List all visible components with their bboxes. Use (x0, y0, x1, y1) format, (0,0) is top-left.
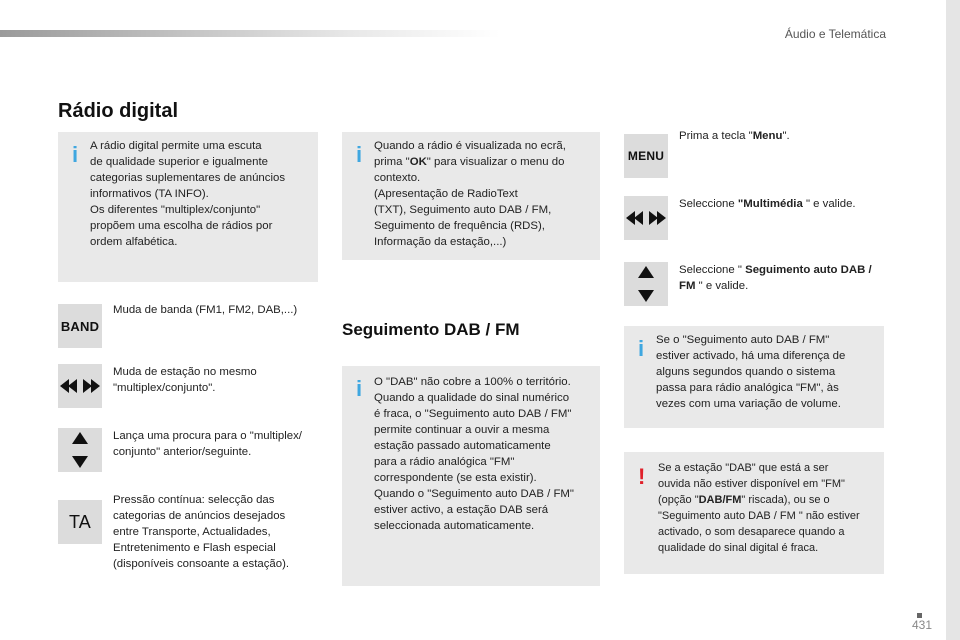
step-seek-text: Muda de estação no mesmo "multiplex/conjunto". (113, 366, 257, 394)
warning-box (624, 452, 884, 574)
up-down-arrows-icon (638, 266, 654, 302)
seek-arrows-button[interactable] (58, 364, 102, 408)
info-menu-text: Quando a rádio é visualizada no ecrã, prima "OK" para visualizar o menu do contexto. (Apresentação de RadioText (TXT), Seguimento auto DAB / FM, Seguimento de frequência (RDS), Informação da estação,...) (374, 140, 566, 248)
info-difference-text: Se o "Seguimento auto DAB / FM" estiver activado, há uma diferença de alguns segundos quando o sistema passa para rádio analógica "FM", às vezes com uma variação de volume. (656, 334, 846, 410)
ta-label: TA (68, 511, 92, 532)
step-menu-text: Prima a tecla "Menu". (679, 130, 790, 142)
info-dab-text: O "DAB" não cobre a 100% o território. Quando a qualidade do sinal numérico é fraca, o "Seguimento auto DAB / FM" permite continuar a ouvir a mesma estação passado automaticamente para a rádio analógica "FM" correspondente (se esta existir). Quando o "Seguimento auto DAB / FM" estiver activo, a estação DAB será seleccionada automaticamente. (374, 376, 574, 532)
seek-arrows-icon (60, 378, 100, 394)
step-dab-text: Seleccione " Seguimento auto DAB / FM " e valide. (679, 264, 872, 292)
warning-text: Se a estação "DAB" que está a ser ouvida não estiver disponível em "FM" (opção "DAB/FM" riscada), ou se o "Seguimento auto DAB / FM " não estiver activado, o som desaparece quando a qualidade do sinal digital é fraca. (658, 462, 860, 554)
menu-button[interactable] (624, 134, 668, 178)
up-down-arrows-button[interactable] (58, 428, 102, 472)
step-search-text: Lança uma procura para o "multiplex/ conjunto" anterior/seguinte. (113, 430, 302, 458)
seek-arrows-button-right[interactable] (624, 196, 668, 240)
ta-button[interactable] (58, 500, 102, 544)
section-subtitle: Seguimento DAB / FM (342, 320, 520, 339)
info-icon: i (356, 376, 363, 401)
info-box-menu (342, 132, 600, 260)
menu-label: MENU (627, 149, 665, 163)
info-icon: i (638, 336, 645, 361)
header-bar (0, 30, 500, 37)
band-label: BAND (60, 318, 100, 334)
info-intro-text: A rádio digital permite uma escuta de qualidade superior e igualmente categorias suplementares de anúncios informativos (TA INFO). Os diferentes "multiplex/conjunto" propõem uma escolha de rádios por ordem alfabética. (90, 140, 286, 248)
info-icon: i (72, 142, 79, 167)
up-down-arrows-button-right[interactable] (624, 262, 668, 306)
page-number: 431 (911, 618, 932, 632)
step-ta-text: Pressão contínua: selecção das categorias de anúncios desejados entre Transporte, Actualidades, Entretenimento e Flash especial (disponíveis consoante a estação). (113, 494, 290, 570)
seek-arrows-icon (626, 210, 666, 226)
page-title: Rádio digital (58, 100, 178, 122)
info-box-dab (342, 366, 600, 586)
info-box-difference (624, 326, 884, 428)
band-button[interactable] (58, 304, 102, 348)
info-icon: i (356, 142, 363, 167)
section-title: Áudio e Telemática (784, 27, 886, 41)
warning-icon: ! (638, 464, 646, 489)
info-box-intro (58, 132, 318, 282)
step-band-text: Muda de banda (FM1, FM2, DAB,...) (113, 304, 298, 316)
up-down-arrows-icon (72, 432, 88, 468)
page-edge (946, 0, 960, 640)
step-multimedia-text: Seleccione "Multimédia " e valide. (679, 198, 856, 210)
